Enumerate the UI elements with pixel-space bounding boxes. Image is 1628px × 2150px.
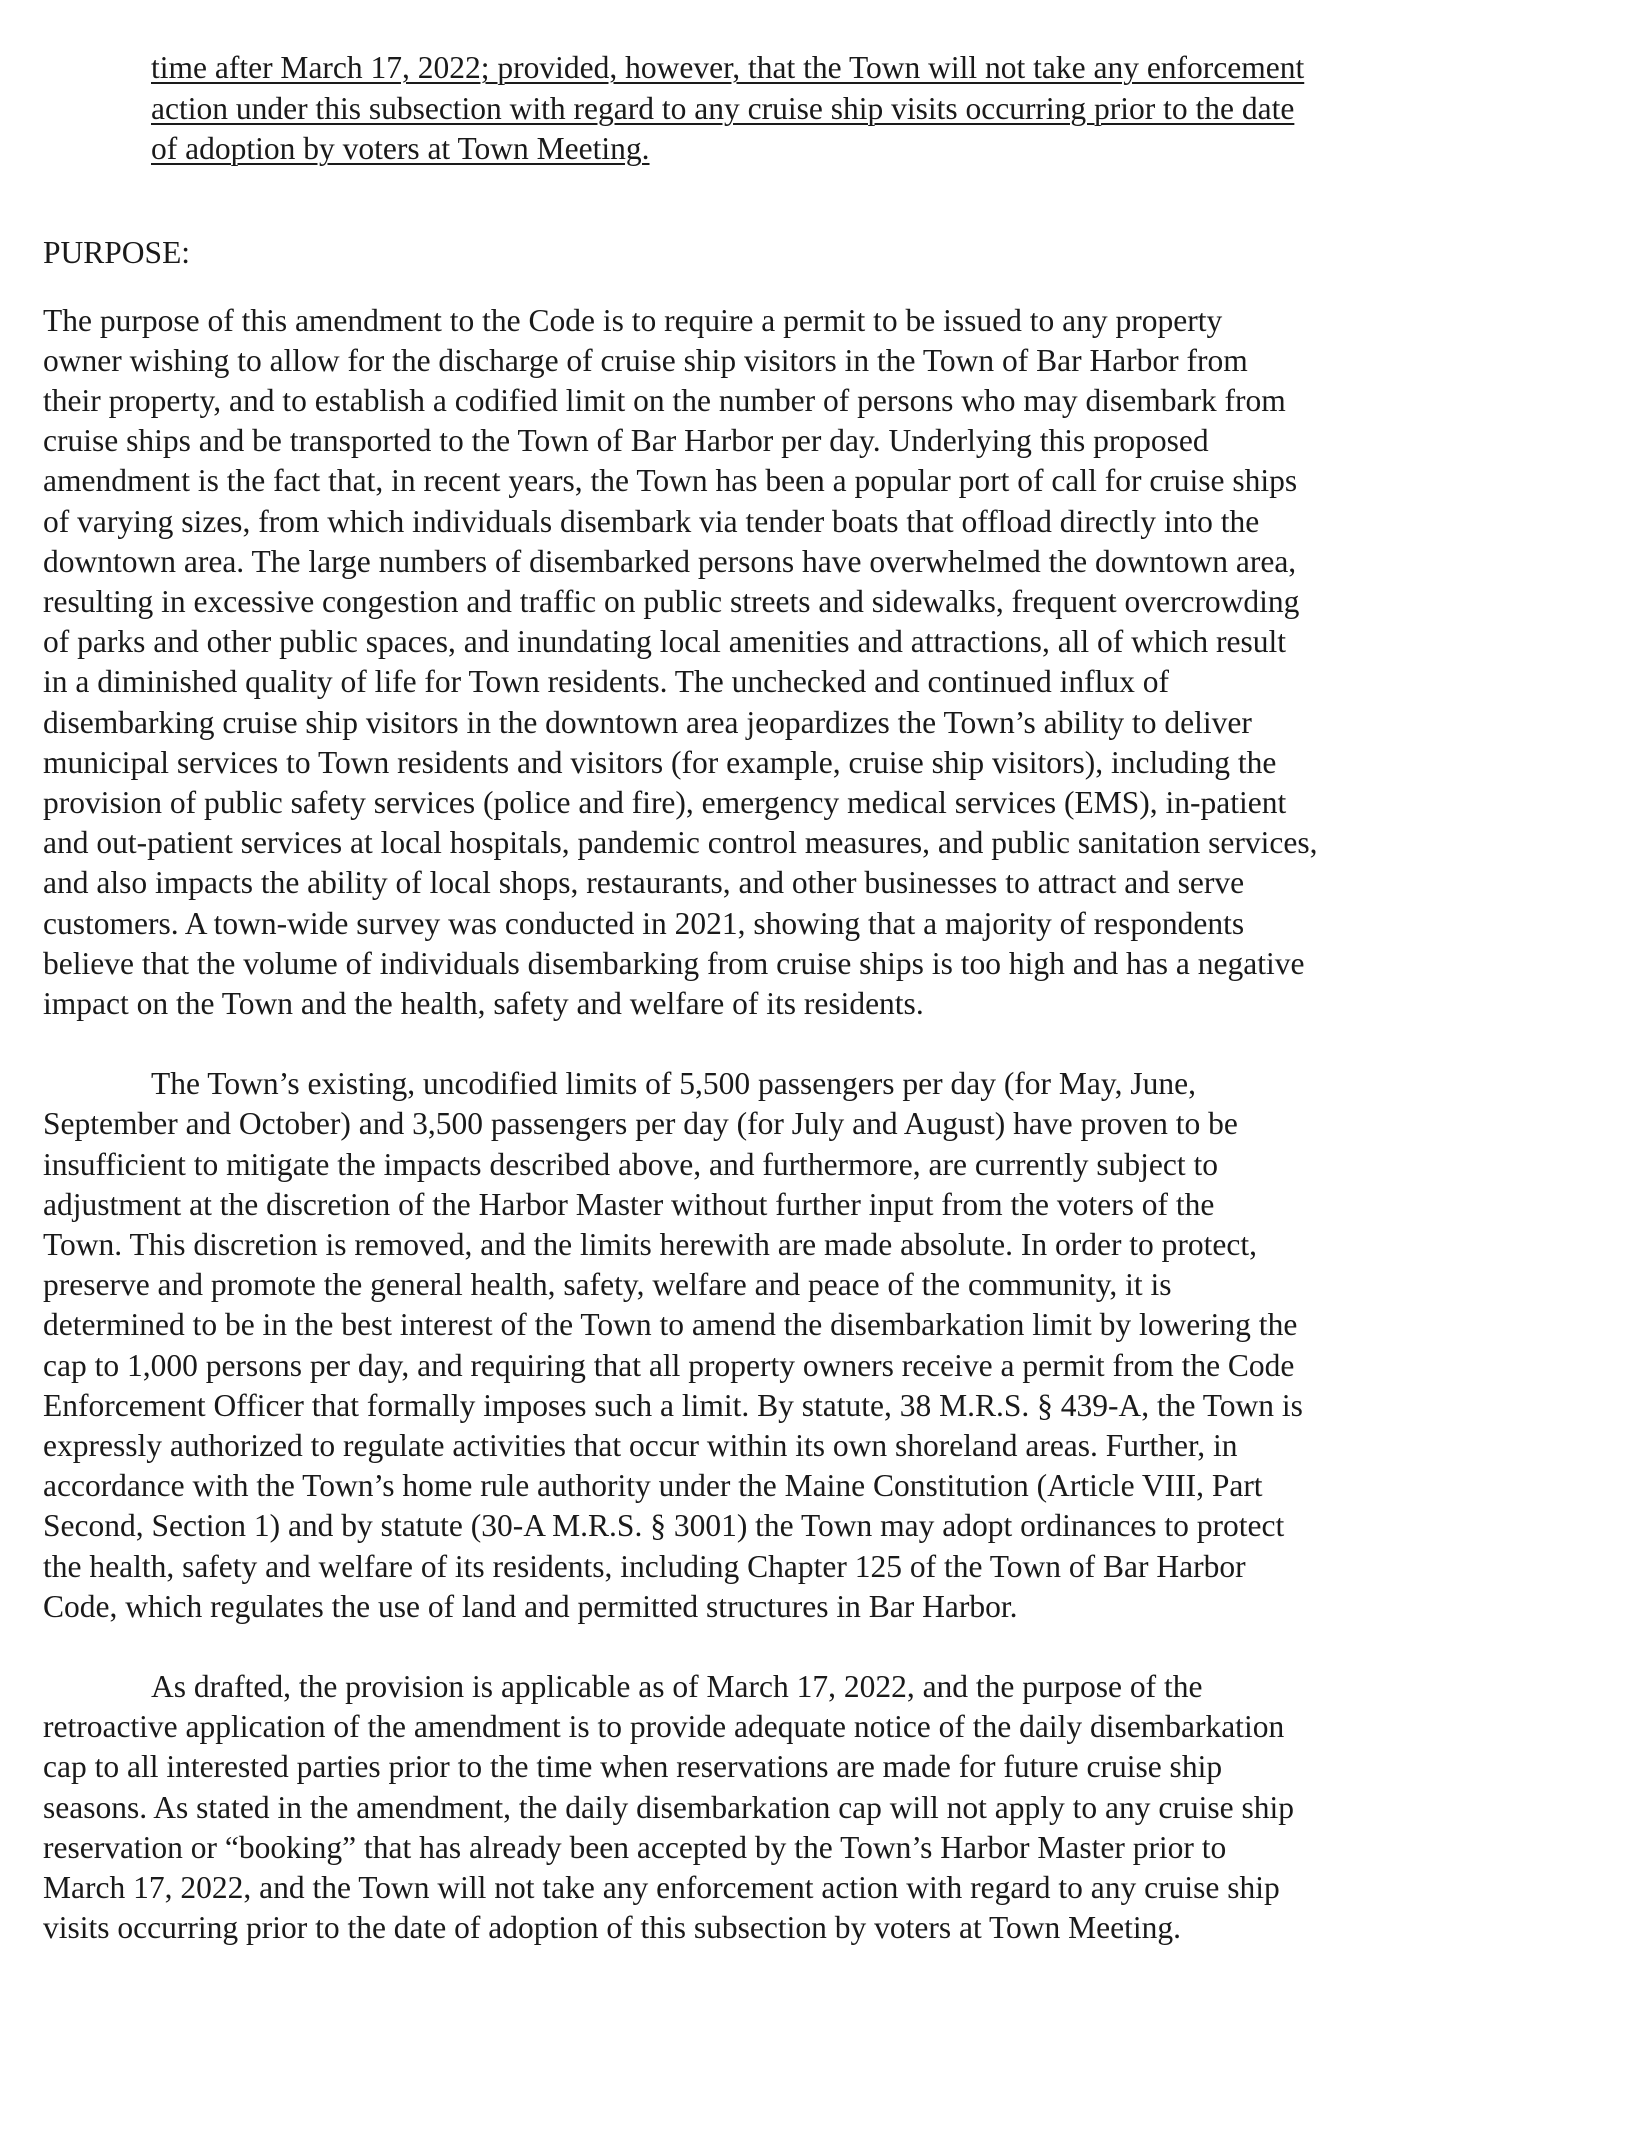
amendment-continuation-text: [151, 48, 1463, 170]
document-page: [43, 48, 1463, 1948]
text-line: believe that the volume of individuals disembarking from cruise ships is too high and has a negative: [43, 945, 1305, 981]
text-line: determined to be in the best interest of the Town to amend the disembarkation limit by lowering the: [43, 1307, 1298, 1343]
text-line: disembarking cruise ship visitors in the downtown area jeopardizes the Town’s ability to deliver: [43, 704, 1252, 740]
text-line: amendment is the fact that, in recent years, the Town has been a popular port of call for cruise ships: [43, 463, 1298, 499]
text-line: provision of public safety services (police and fire), emergency medical services (EMS), in-patient: [43, 784, 1287, 820]
text-line: reservation or “booking” that has already been accepted by the Town’s Harbor Master prior to: [43, 1829, 1227, 1865]
text-line: The purpose of this amendment to the Code is to require a permit to be issued to any property: [43, 302, 1223, 338]
text-line: Town. This discretion is removed, and the limits herewith are made absolute. In order to protect,: [43, 1226, 1258, 1262]
purpose-heading: PURPOSE:: [43, 234, 191, 270]
text-line: seasons. As stated in the amendment, the daily disembarkation cap will not apply to any cruise ship: [43, 1789, 1294, 1825]
text-line: of varying sizes, from which individuals disembark via tender boats that offload directly into the: [43, 503, 1260, 539]
text-line: time after March 17, 2022; provided, however, that the Town will not take any enforcement: [151, 50, 1305, 85]
text-line: of parks and other public spaces, and inundating local amenities and attractions, all of which result: [43, 624, 1287, 660]
text-line: and also impacts the ability of local shops, restaurants, and other businesses to attract and serve: [43, 865, 1245, 901]
text-line: accordance with the Town’s home rule authority under the Maine Constitution (Article VIII, Part: [43, 1468, 1263, 1504]
text-line: expressly authorized to regulate activities that occur within its own shoreland areas. Further, in: [43, 1427, 1238, 1463]
text-line: resulting in excessive congestion and traffic on public streets and sidewalks, frequent overcrowding: [43, 583, 1300, 619]
text-line: As drafted, the provision is applicable as of March 17, 2022, and the purpose of the: [151, 1669, 1203, 1704]
text-line: insufficient to mitigate the impacts described above, and furthermore, are currently subject to: [43, 1146, 1219, 1182]
text-line: in a diminished quality of life for Town residents. The unchecked and continued influx of: [43, 664, 1169, 700]
text-line: cap to 1,000 persons per day, and requiring that all property owners receive a permit from the Code: [43, 1347, 1295, 1383]
text-line: adjustment at the discretion of the Harbor Master without further input from the voters of the: [43, 1186, 1215, 1222]
purpose-paragraph-2: [43, 1064, 1463, 1627]
text-line: cruise ships and be transported to the Town of Bar Harbor per day. Underlying this proposed: [43, 423, 1209, 459]
text-line: September and October) and 3,500 passengers per day (for July and August) have proven to be: [43, 1106, 1238, 1142]
text-line: preserve and promote the general health, safety, welfare and peace of the community, it is: [43, 1267, 1172, 1303]
text-line: municipal services to Town residents and visitors (for example, cruise ship visitors), including the: [43, 744, 1277, 780]
text-line: cap to all interested parties prior to the time when reservations are made for future cruise ship: [43, 1749, 1223, 1785]
text-line: customers. A town-wide survey was conducted in 2021, showing that a majority of respondents: [43, 905, 1245, 941]
text-line: the health, safety and welfare of its residents, including Chapter 125 of the Town of Bar Harbor: [43, 1548, 1246, 1584]
text-line: their property, and to establish a codified limit on the number of persons who may disembark from: [43, 382, 1286, 418]
text-line: impact on the Town and the health, safety and welfare of its residents.: [43, 985, 924, 1021]
text-line: visits occurring prior to the date of adoption of this subsection by voters at Town Meeting.: [43, 1910, 1182, 1946]
text-line: Enforcement Officer that formally imposes such a limit. By statute, 38 M.R.S. § 439-A, the Town is: [43, 1387, 1303, 1423]
text-line: of adoption by voters at Town Meeting.: [151, 131, 650, 166]
text-line: owner wishing to allow for the discharge of cruise ship visitors in the Town of Bar Harbor from: [43, 342, 1248, 378]
text-line: Second, Section 1) and by statute (30-A M.R.S. § 3001) the Town may adopt ordinances to protect: [43, 1508, 1285, 1544]
text-line: downtown area. The large numbers of disembarked persons have overwhelmed the downtown area,: [43, 543, 1297, 579]
purpose-paragraph-3: [43, 1667, 1463, 1948]
text-line: March 17, 2022, and the Town will not take any enforcement action with regard to any cruise ship: [43, 1870, 1280, 1906]
text-line: The Town’s existing, uncodified limits of 5,500 passengers per day (for May, June,: [151, 1066, 1196, 1102]
text-line: Code, which regulates the use of land and permitted structures in Bar Harbor.: [43, 1588, 1018, 1624]
text-line: retroactive application of the amendment is to provide adequate notice of the daily disembarkation: [43, 1709, 1285, 1745]
text-line: and out-patient services at local hospitals, pandemic control measures, and public sanitation services,: [43, 825, 1318, 861]
text-line: action under this subsection with regard to any cruise ship visits occurring prior to the date: [151, 90, 1295, 126]
purpose-paragraph-1: [43, 301, 1463, 1025]
